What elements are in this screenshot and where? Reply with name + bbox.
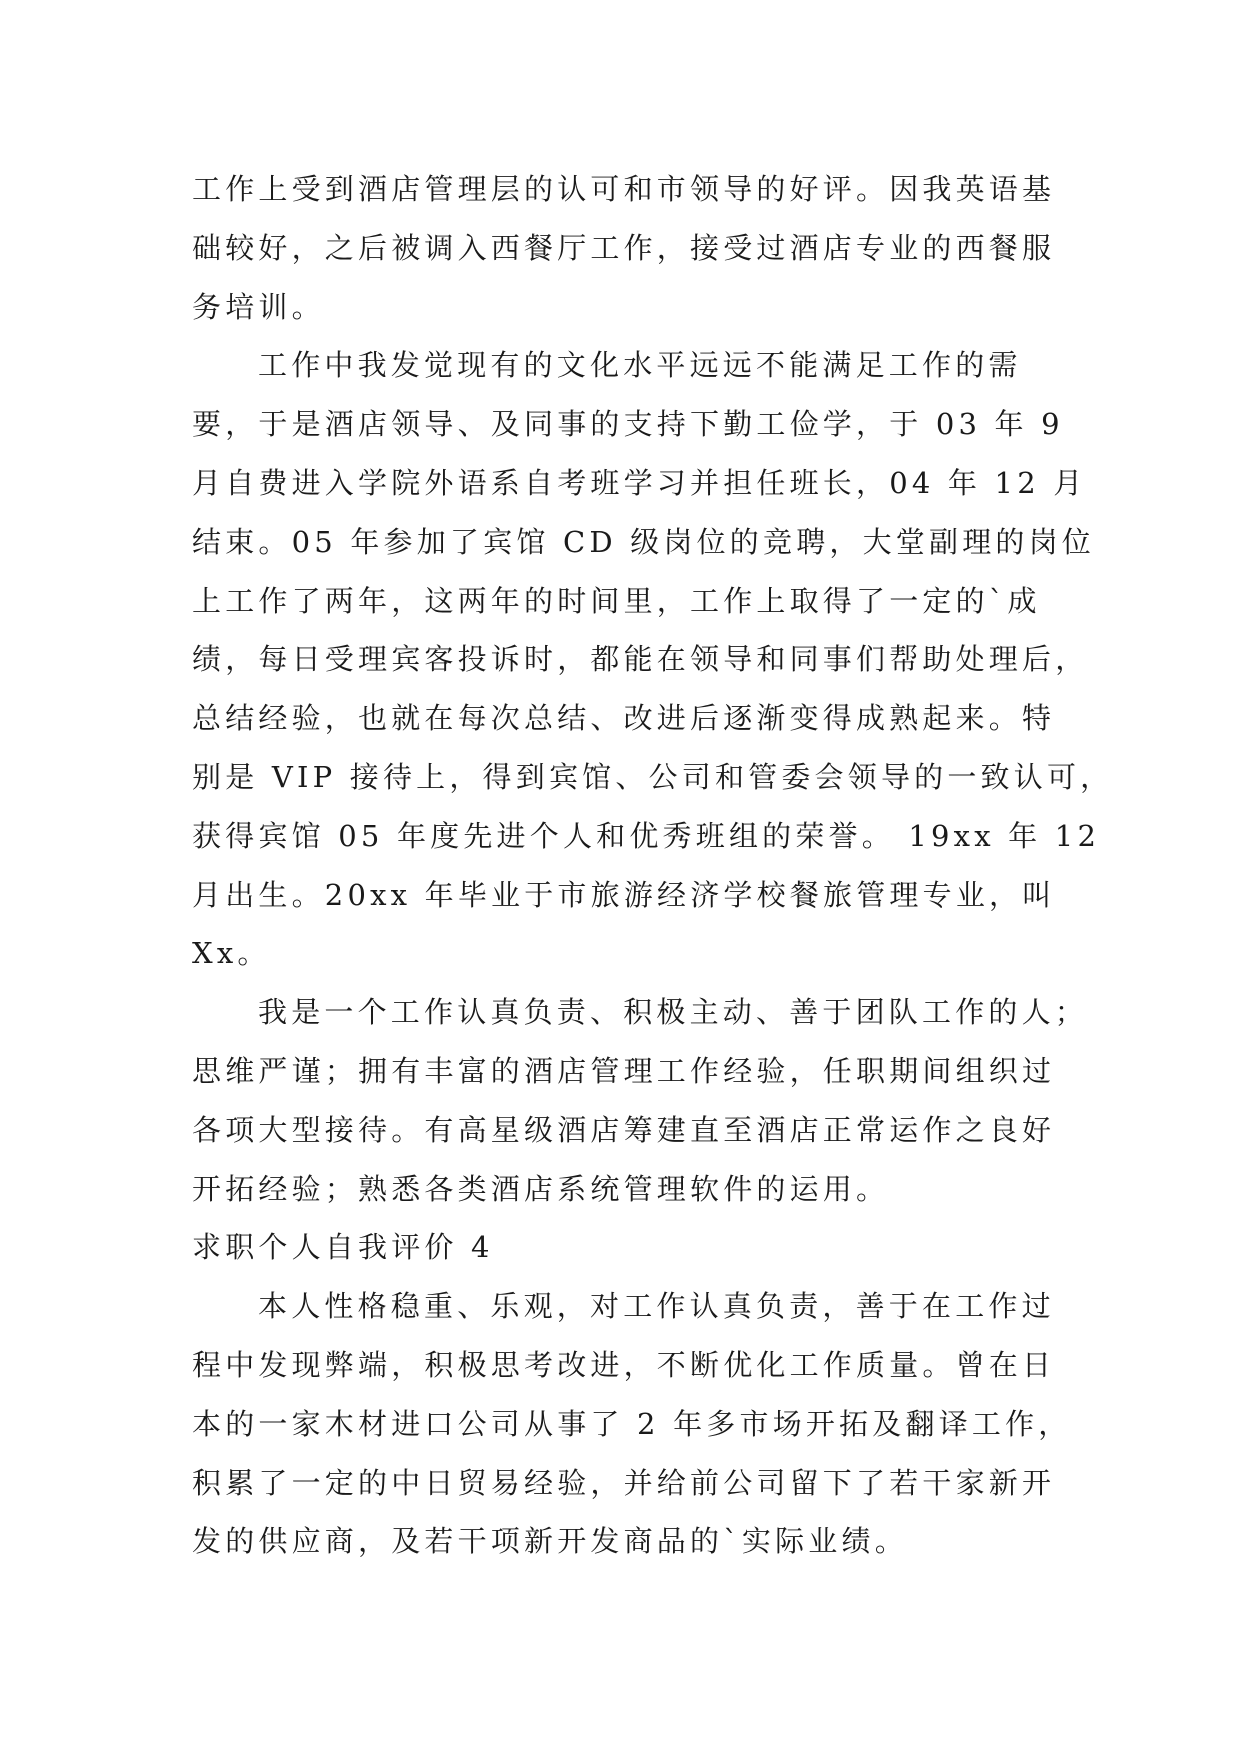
paragraph-3 bbox=[192, 983, 1089, 1218]
text-line: Xx。 bbox=[192, 936, 271, 971]
text-line: 本的一家木材进口公司从事了 2 年多市场开拓及翻译工作， bbox=[192, 1406, 1072, 1441]
text-line: 获得宾馆 05 年度先进个人和优秀班组的荣誉。 19xx 年 12 bbox=[192, 818, 1101, 853]
section-heading bbox=[192, 1218, 1062, 1277]
text-line: 本人性格稳重、乐观，对工作认真负责，善于在工作过 bbox=[258, 1289, 1055, 1324]
text-line: 月自费进入学院外语系自考班学习并担任班长，04 年 12 月 bbox=[192, 465, 1087, 500]
text-line: 积累了一定的中日贸易经验，并给前公司留下了若干家新开 bbox=[192, 1465, 1056, 1500]
text-line: 工作上受到酒店管理层的认可和市领导的好评。因我英语基 bbox=[192, 172, 1056, 206]
text-line: 发的供应商，及若干项新开发商品的`实际业绩。 bbox=[192, 1524, 908, 1559]
text-line: 月出生。20xx 年毕业于市旅游经济学校餐旅管理专业，叫 bbox=[192, 877, 1056, 912]
text-line: 工作中我发觉现有的文化水平远远不能满足工作的需 bbox=[258, 348, 1022, 383]
text-line: 务培训。 bbox=[192, 289, 325, 324]
text-line: 要，于是酒店领导、及同事的支持下勤工俭学，于 03 年 9 bbox=[192, 407, 1064, 442]
document-body bbox=[192, 160, 1114, 1571]
text-line: 绩，每日受理宾客投诉时，都能在领导和同事们帮助处理后， bbox=[192, 642, 1089, 677]
text-line: 上工作了两年，这两年的时间里，工作上取得了一定的`成 bbox=[192, 583, 1041, 618]
text-line: 础较好，之后被调入西餐厅工作，接受过酒店专业的西餐服 bbox=[192, 230, 1056, 265]
section-heading-text: 求职个人自我评价 4 bbox=[192, 1230, 494, 1265]
text-line: 我是一个工作认真负责、积极主动、善于团队工作的人； bbox=[258, 995, 1089, 1030]
text-line: 程中发现弊端，积极思考改进，不断优化工作质量。曾在日 bbox=[192, 1347, 1056, 1382]
text-line: 思维严谨；拥有丰富的酒店管理工作经验，任职期间组织过 bbox=[192, 1053, 1056, 1088]
text-line: 各项大型接待。有高星级酒店筹建直至酒店正常运作之良好 bbox=[192, 1112, 1056, 1147]
text-line: 开拓经验；熟悉各类酒店系统管理软件的运用。 bbox=[192, 1171, 890, 1206]
paragraph-1 bbox=[192, 160, 1062, 336]
paragraph-4 bbox=[192, 1277, 1072, 1571]
text-line: 总结经验，也就在每次总结、改进后逐渐变得成熟起来。特 bbox=[192, 701, 1056, 736]
paragraph-2 bbox=[192, 336, 1114, 983]
text-line: 结束。05 年参加了宾馆 CD 级岗位的竞聘，大堂副理的岗位 bbox=[192, 524, 1095, 559]
text-line: 别是 VIP 接待上，得到宾馆、公司和管委会领导的一致认可， bbox=[192, 759, 1114, 794]
